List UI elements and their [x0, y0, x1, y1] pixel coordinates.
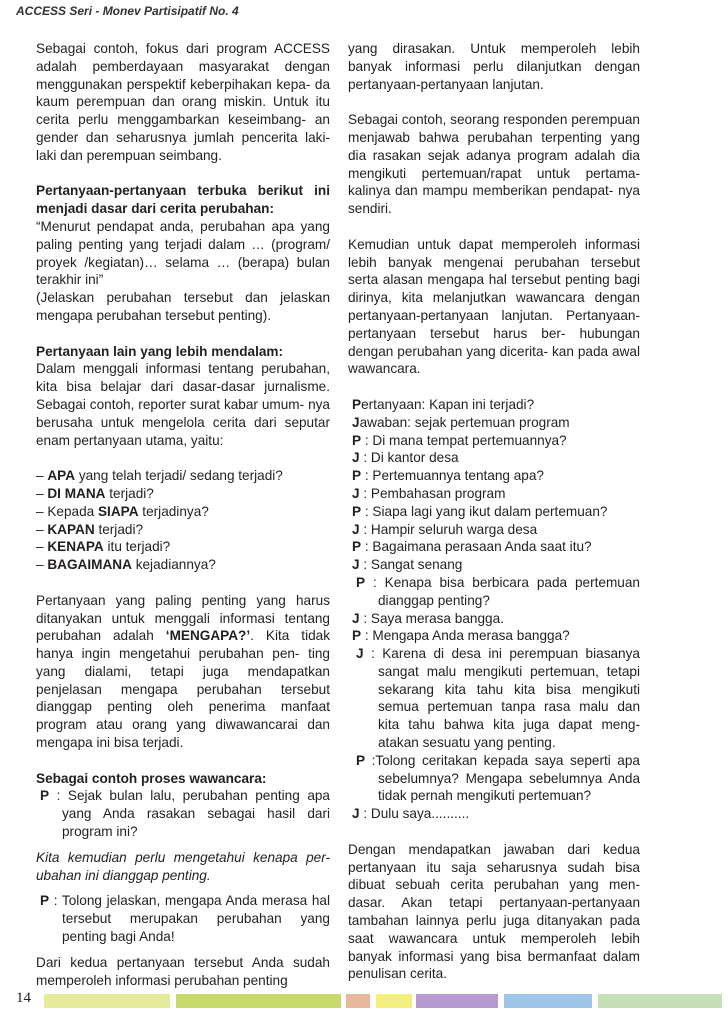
transcript-line: J : Saya merasa bangga. [352, 610, 504, 626]
footer-color-bar [376, 994, 412, 1008]
italic-note: Kita kemudian perlu mengetahui kenapa per- ubahan ini dianggap penting. [36, 849, 330, 883]
paragraph: Kemudian untuk dapat memperoleh informasi lebih banyak mengenai perubahan tersebut serta alasan mengapa hal tersebut penting bagi dirinya, kita melanjutkan wawancara dengan pertanyaan-pertanyaan lanjutan. Pertanyaan-pertanyaan tersebut harus ber- hubungan dengan perubahan yang dicerita- kan pada awal wawancara. [348, 236, 640, 377]
list-item: – APA yang telah terjadi/ sedang terjadi? [36, 468, 283, 484]
transcript-line: J : Dulu saya.......... [352, 806, 470, 822]
running-header: ACCESS Seri - Monev Partisipatif No. 4 [16, 4, 239, 18]
footer-color-bar [504, 994, 592, 1008]
list-item: – DI MANA terjadi? [36, 485, 154, 501]
transcript-line: P : Pertemuannya tentang apa? [352, 468, 544, 484]
left-column [36, 40, 330, 989]
section-heading: Pertanyaan lain yang lebih mendalam: [36, 343, 284, 359]
paragraph: Dari kedua pertanyaan tersebut Anda sudah memperoleh informasi perubahan penting [36, 954, 330, 988]
question-list [36, 467, 330, 574]
transcript-line: J : Sangat senang [352, 557, 463, 573]
list-item: – BAGAIMANA kejadiannya? [36, 557, 216, 573]
question-note: (Jelaskan perubahan tersebut dan jelaskan mengapa perubahan tersebut penting). [36, 290, 330, 323]
footer-color-bar [598, 994, 722, 1008]
paragraph: Dalam menggali informasi tentang perubahan, kita bisa belajar dari dasar-dasar jurnalisme. Sebagai contoh, reporter surat kabar umum- nya berusaha untuk mengelola cerita dari seputar enam pertanyaan utama, yaitu: [36, 361, 330, 448]
transcript-line: J : Pembahasan program [352, 485, 506, 501]
transcript-line: P :Tolong ceritakan kepada saya seperti apa sebelumnya? Mengapa sebelumnya Anda tidak pernah mengikuti pertemuan? [356, 752, 640, 804]
paragraph: yang dirasakan. Untuk memperoleh lebih banyak informasi perlu dilanjutkan dengan pertanyaan-pertanyaan lanjutan. [348, 41, 640, 92]
transcript-line: P : Siapa lagi yang ikut dalam pertemuan? [352, 503, 608, 519]
paragraph: Pertanyaan yang paling penting yang harus ditanyakan untuk menggali informasi tentang perubahan adalah ‘MENGAPA?’. Kita tidak hanya ingin mengetahui perubahan pen- ting yang dialami, tetapi juga mendapatkan penjelasan mengapa perubahan tersebut dianggap penting oleh penerima manfaat program atau orang yang diwawancarai dan mengapa ini bisa terjadi. [36, 592, 331, 751]
transcript-line: P : Di mana tempat pertemuannya? [352, 432, 567, 448]
transcript-line: J : Karena di desa ini perempuan biasanya sangat malu mengikuti pertemuan, tetapi sekarang kita tahu kita bisa mengikuti semua pertemuan tanpa rasa malu dan kita tahu bahwa kita juga dapat meng- atakan sesuatu yang penting. [356, 646, 640, 751]
paragraph: Dengan mendapatkan jawaban dari kedua pertanyaan itu saja seharusnya sudah bisa dibuat sebuah cerita perubahan yang men- dasar. Akan tetapi pertanyaan-pertanyaan tambahan lainnya perlu juga ditanyakan pada saat wawancara untuk memperoleh lebih banyak informasi yang bisa bermanfaat dalam penulisan cerita. [348, 841, 640, 982]
footer-color-bar [416, 994, 498, 1008]
footer-color-bar [176, 994, 341, 1008]
transcript-line: P : Bagaimana perasaan Anda saat itu? [352, 539, 592, 555]
transcript-line: P : Mengapa Anda merasa bangga? [352, 628, 570, 644]
right-column [348, 40, 640, 983]
footer-color-bar [44, 994, 170, 1008]
interview-transcript [348, 396, 640, 823]
paragraph: Sebagai contoh, seorang responden perempuan menjawab bahwa perubahan terpenting yang dia rasakan sejak adanya program adalah dia mengikuti pertemuan/rapat untuk pertama- kalinya dan mampu memberikan pendapat- nya sendiri. [348, 112, 640, 217]
footer-color-bar [346, 994, 370, 1008]
transcript-line: J : Di kantor desa [352, 450, 459, 466]
transcript-line: Jawaban: sejak pertemuan program [352, 414, 570, 430]
list-item: – Kepada SIAPA terjadinya? [36, 503, 209, 519]
section-heading: Sebagai contoh proses wawancara: [36, 770, 267, 786]
paragraph: Sebagai contoh, fokus dari program ACCESS adalah pemberdayaan masyarakat dengan menggunakan perspektif keberpihakan kepa- da kaum perempuan dan orang miskin. Untuk itu cerita perlu menggambarkan keseimbang- an gender dan seharusnya jumlah pencerita laki-laki dan perempuan seimbang. [36, 41, 330, 163]
list-item: – KAPAN terjadi? [36, 521, 144, 537]
transcript-line: P : Kenapa bisa berbicara pada pertemuan dianggap penting? [356, 574, 640, 608]
interview-question: P : Tolong jelaskan, mengapa Anda merasa hal tersebut merupakan perubahan yang penting bagi Anda! [40, 893, 330, 945]
interview-question: P : Sejak bulan lalu, perubahan penting apa yang Anda rasakan sebagai hasil dari program ini? [40, 788, 330, 840]
transcript-line: J : Hampir seluruh warga desa [352, 521, 538, 537]
transcript-line: Pertanyaan: Kapan ini terjadi? [352, 396, 535, 412]
list-item: – KENAPA itu terjadi? [36, 539, 171, 555]
question-text: “Menurut pendapat anda, perubahan apa yang paling penting yang terjadi dalam … (program/ proyek /kegiatan)… selama … (berapa) bulan terakhir ini” [36, 218, 330, 288]
section-heading: Pertanyaan-pertanyaan terbuka berikut ini menjadi dasar dari cerita perubahan: [36, 183, 330, 217]
page-number: 14 [16, 990, 31, 1006]
